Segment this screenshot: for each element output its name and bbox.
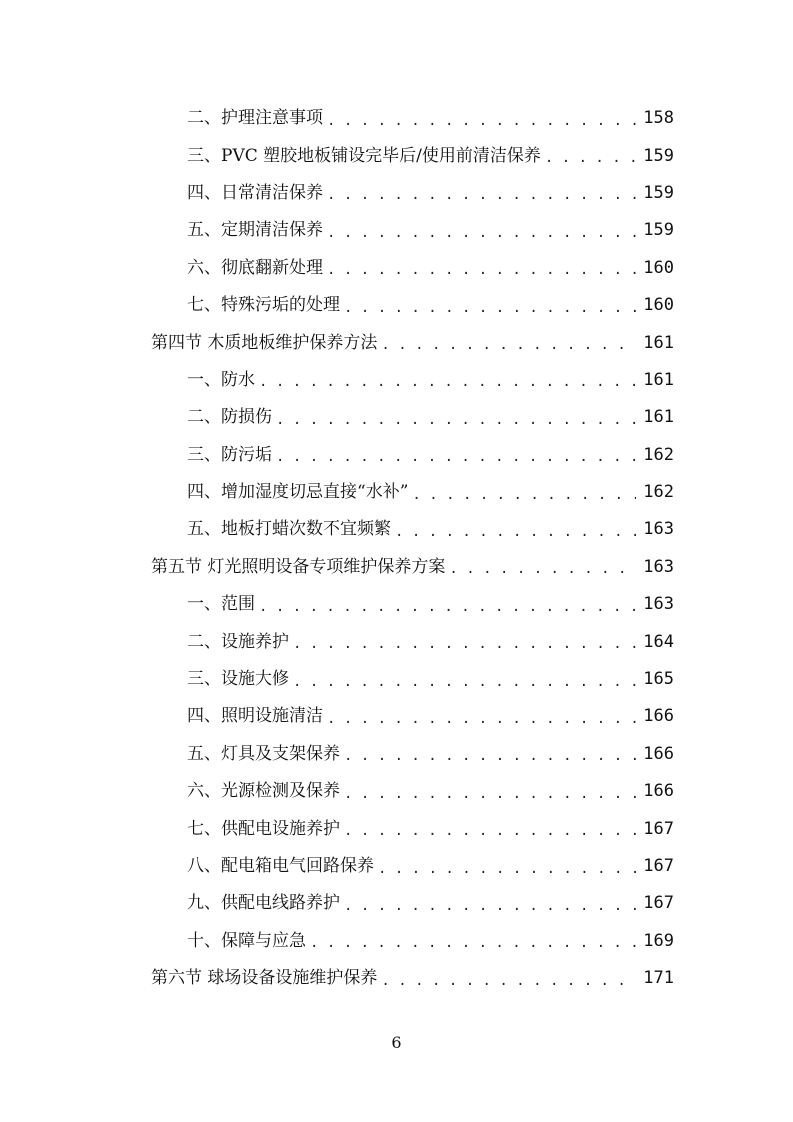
toc-entry-label: 七、特殊污垢的处理 bbox=[187, 295, 340, 316]
toc-entry-page: 169 bbox=[643, 930, 674, 951]
toc-leader-dots bbox=[545, 151, 636, 165]
toc-entry-label: 六、彻底翻新处理 bbox=[187, 257, 323, 278]
toc-entry-page: 166 bbox=[643, 781, 674, 802]
toc-entry-label: 二、护理注意事项 bbox=[187, 108, 323, 129]
toc-entry-row[interactable] bbox=[0, 362, 793, 399]
toc-entry-label: 二、设施养护 bbox=[187, 631, 289, 652]
toc-section-row[interactable] bbox=[0, 324, 793, 361]
toc-leader-dots bbox=[378, 862, 636, 876]
toc-entry-page: 163 bbox=[643, 556, 674, 577]
toc-entry-label: 四、日常清洁保养 bbox=[187, 182, 323, 203]
page-number: 6 bbox=[391, 1033, 402, 1052]
toc-entry-label: 三、PVC 塑胶地板铺设完毕后/使用前清洁保养 bbox=[187, 145, 541, 166]
toc-leader-dots bbox=[293, 675, 636, 689]
toc-entry-label: 一、防水 bbox=[187, 369, 255, 390]
toc-entry-page: 163 bbox=[643, 519, 674, 540]
toc-entry-label: 九、供配电线路养护 bbox=[187, 893, 340, 914]
toc-section-row[interactable] bbox=[0, 960, 793, 997]
toc-leader-dots bbox=[276, 413, 636, 427]
toc-leader-dots bbox=[327, 114, 636, 128]
toc-entry-row[interactable] bbox=[0, 250, 793, 287]
toc-entry-label: 三、防污垢 bbox=[187, 444, 272, 465]
toc-leader-dots bbox=[276, 450, 636, 464]
toc-entry-page: 166 bbox=[643, 706, 674, 727]
toc-leader-dots bbox=[344, 824, 636, 838]
toc-entry-row[interactable] bbox=[0, 474, 793, 511]
toc-entry-row[interactable] bbox=[0, 137, 793, 174]
toc-entry-label: 第六节 球场设备设施维护保养 bbox=[151, 968, 378, 989]
toc-leader-dots bbox=[344, 749, 636, 763]
toc-entry-label: 二、防损伤 bbox=[187, 407, 272, 428]
toc-entry-label: 五、定期清洁保养 bbox=[187, 220, 323, 241]
toc-entry-row[interactable] bbox=[0, 586, 793, 623]
toc-entry-row[interactable] bbox=[0, 399, 793, 436]
toc-leader-dots bbox=[327, 188, 636, 202]
toc-entry-page: 160 bbox=[643, 257, 674, 278]
toc-entry-page: 159 bbox=[643, 145, 674, 166]
toc-entry-page: 167 bbox=[643, 818, 674, 839]
toc-entry-label: 六、光源检测及保养 bbox=[187, 781, 340, 802]
toc-entry-row[interactable] bbox=[0, 736, 793, 773]
toc-entry-label: 一、范围 bbox=[187, 594, 255, 615]
table-of-contents bbox=[0, 100, 793, 997]
toc-entry-row[interactable] bbox=[0, 437, 793, 474]
toc-entry-label: 第五节 灯光照明设备专项维护保养方案 bbox=[151, 556, 446, 577]
toc-entry-page: 164 bbox=[643, 631, 674, 652]
toc-entry-page: 167 bbox=[643, 856, 674, 876]
toc-entry-page: 160 bbox=[643, 295, 674, 316]
toc-entry-label: 三、设施大修 bbox=[187, 669, 289, 690]
toc-entry-row[interactable] bbox=[0, 810, 793, 847]
toc-leader-dots bbox=[310, 936, 636, 950]
toc-entry-row[interactable] bbox=[0, 923, 793, 960]
toc-entry-row[interactable] bbox=[0, 885, 793, 922]
toc-entry-row[interactable] bbox=[0, 287, 793, 324]
toc-entry-row[interactable] bbox=[0, 623, 793, 660]
toc-leader-dots bbox=[327, 263, 636, 277]
toc-entry-page: 159 bbox=[643, 220, 674, 241]
toc-entry-page: 162 bbox=[643, 482, 674, 503]
toc-entry-label: 七、供配电设施养护 bbox=[187, 818, 340, 839]
toc-entry-page: 161 bbox=[643, 369, 674, 390]
toc-entry-page: 161 bbox=[643, 332, 674, 353]
toc-leader-dots bbox=[293, 637, 636, 651]
toc-entry-row[interactable] bbox=[0, 100, 793, 137]
toc-entry-row[interactable] bbox=[0, 212, 793, 249]
toc-entry-label: 十、保障与应急 bbox=[187, 930, 306, 951]
toc-entry-label: 四、增加湿度切忌直接“水补” bbox=[187, 482, 409, 503]
toc-entry-page: 165 bbox=[643, 669, 674, 690]
toc-entry-label: 第四节 木质地板维护保养方法 bbox=[151, 332, 378, 353]
toc-entry-label: 五、地板打蜡次数不宜频繁 bbox=[187, 519, 391, 540]
toc-entry-row[interactable] bbox=[0, 661, 793, 698]
toc-entry-row[interactable] bbox=[0, 511, 793, 548]
toc-leader-dots bbox=[327, 226, 636, 240]
toc-leader-dots bbox=[259, 375, 636, 389]
toc-leader-dots bbox=[344, 301, 636, 315]
toc-section-row[interactable] bbox=[0, 549, 793, 586]
toc-entry-page: 167 bbox=[643, 893, 674, 914]
toc-leader-dots bbox=[412, 488, 636, 502]
toc-entry-page: 171 bbox=[643, 968, 674, 989]
toc-entry-page: 163 bbox=[643, 594, 674, 615]
toc-entry-row[interactable] bbox=[0, 698, 793, 735]
toc-entry-row[interactable] bbox=[0, 175, 793, 212]
toc-entry-label: 八、配电箱电气回路保养 bbox=[187, 856, 374, 876]
toc-entry-page: 158 bbox=[643, 108, 674, 129]
toc-leader-dots bbox=[327, 712, 636, 726]
toc-entry-row[interactable] bbox=[0, 848, 793, 885]
toc-entry-label: 五、灯具及支架保养 bbox=[187, 743, 340, 764]
toc-leader-dots bbox=[344, 787, 636, 801]
toc-leader-dots bbox=[381, 974, 636, 988]
toc-entry-row[interactable] bbox=[0, 773, 793, 810]
toc-entry-page: 162 bbox=[643, 444, 674, 465]
toc-entry-label: 四、照明设施清洁 bbox=[187, 706, 323, 727]
toc-leader-dots bbox=[381, 338, 636, 352]
toc-leader-dots bbox=[395, 525, 636, 539]
toc-entry-page: 159 bbox=[643, 182, 674, 203]
toc-leader-dots bbox=[259, 600, 636, 614]
toc-leader-dots bbox=[344, 899, 636, 913]
toc-entry-page: 161 bbox=[643, 407, 674, 428]
toc-entry-page: 166 bbox=[643, 743, 674, 764]
toc-leader-dots bbox=[449, 562, 636, 576]
